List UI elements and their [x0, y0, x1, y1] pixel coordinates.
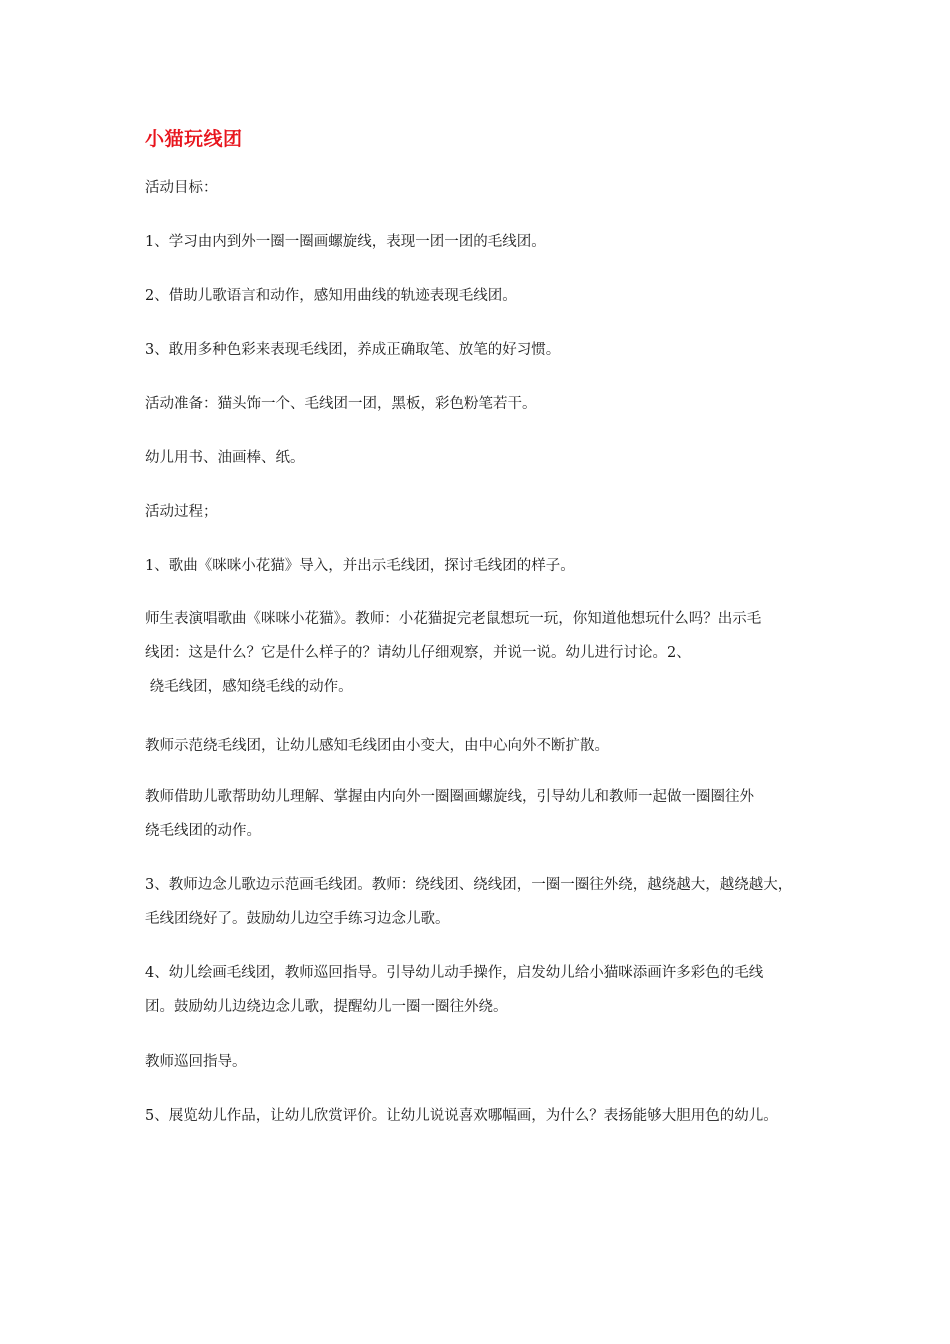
process-paragraph-rhyme [145, 780, 815, 848]
section-heading-process [145, 494, 815, 530]
preparation-paragraph [145, 386, 815, 422]
text-line: 绕毛线团的动作。 [145, 823, 261, 839]
text-line: 线团：这是什么？它是什么样子的？请幼儿仔细观察，并说一说。幼儿进行讨论。2、 [145, 645, 691, 661]
process-paragraph-demo [145, 728, 815, 764]
text-line: 1、歌曲《咪咪小花猫》导入，并出示毛线团，探讨毛线团的样子。 [145, 558, 575, 574]
text-line: 幼儿用书、油画棒、纸。 [145, 450, 305, 466]
materials-paragraph [145, 440, 815, 476]
section-heading-goals [145, 170, 815, 206]
process-paragraph-guidance [145, 1044, 815, 1080]
process-step-1 [145, 548, 815, 584]
document-title: 小猫玩线团 [145, 128, 243, 150]
process-step-5 [145, 1098, 815, 1134]
goal-item-3 [145, 332, 815, 368]
text-line: 3、教师边念儿歌边示范画毛线团。教师：绕线团、绕线团，一圈一圈往外绕，越绕越大，越绕越大， [145, 877, 793, 893]
text-line: 2、借助儿歌语言和动作，感知用曲线的轨迹表现毛线团。 [145, 288, 517, 304]
text-line: 3、敢用多种色彩来表现毛线团，养成正确取笔、放笔的好习惯。 [145, 342, 561, 358]
text-line: 活动过程； [145, 504, 218, 520]
goal-item-1 [145, 224, 815, 260]
text-line: 团。鼓励幼儿边绕边念儿歌，提醒幼儿一圈一圈往外绕。 [145, 999, 508, 1015]
text-line: 活动准备：猫头饰一个、毛线团一团，黑板，彩色粉笔若干。 [145, 396, 537, 412]
text-line: 教师巡回指导。 [145, 1054, 247, 1070]
text-line: 5、展览幼儿作品，让幼儿欣赏评价。让幼儿说说喜欢哪幅画，为什么？表扬能够大胆用色的幼儿。 [145, 1108, 778, 1124]
process-paragraph-song [145, 602, 815, 704]
text-line: 4、幼儿绘画毛线团，教师巡回指导。引导幼儿动手操作，启发幼儿给小猫咪添画许多彩色的毛线 [145, 965, 764, 981]
text-line: 教师示范绕毛线团，让幼儿感知毛线团由小变大，由中心向外不断扩散。 [145, 738, 609, 754]
process-step-4 [145, 956, 815, 1024]
text-line: 绕毛线团，感知绕毛线的动作。 [145, 679, 353, 695]
text-line: 教师借助儿歌帮助幼儿理解、掌握由内向外一圈圈画螺旋线，引导幼儿和教师一起做一圈圈往外 [145, 789, 754, 805]
text-line: 1、学习由内到外一圈一圈画螺旋线，表现一团一团的毛线团。 [145, 234, 546, 250]
goal-item-2 [145, 278, 815, 314]
text-line: 师生表演唱歌曲《咪咪小花猫》。教师：小花猫捉完老鼠想玩一玩，你知道他想玩什么吗？出示毛 [145, 611, 762, 627]
text-line: 毛线团绕好了。鼓励幼儿边空手练习边念儿歌。 [145, 911, 450, 927]
text-line: 活动目标： [145, 180, 218, 196]
process-step-3 [145, 868, 815, 936]
